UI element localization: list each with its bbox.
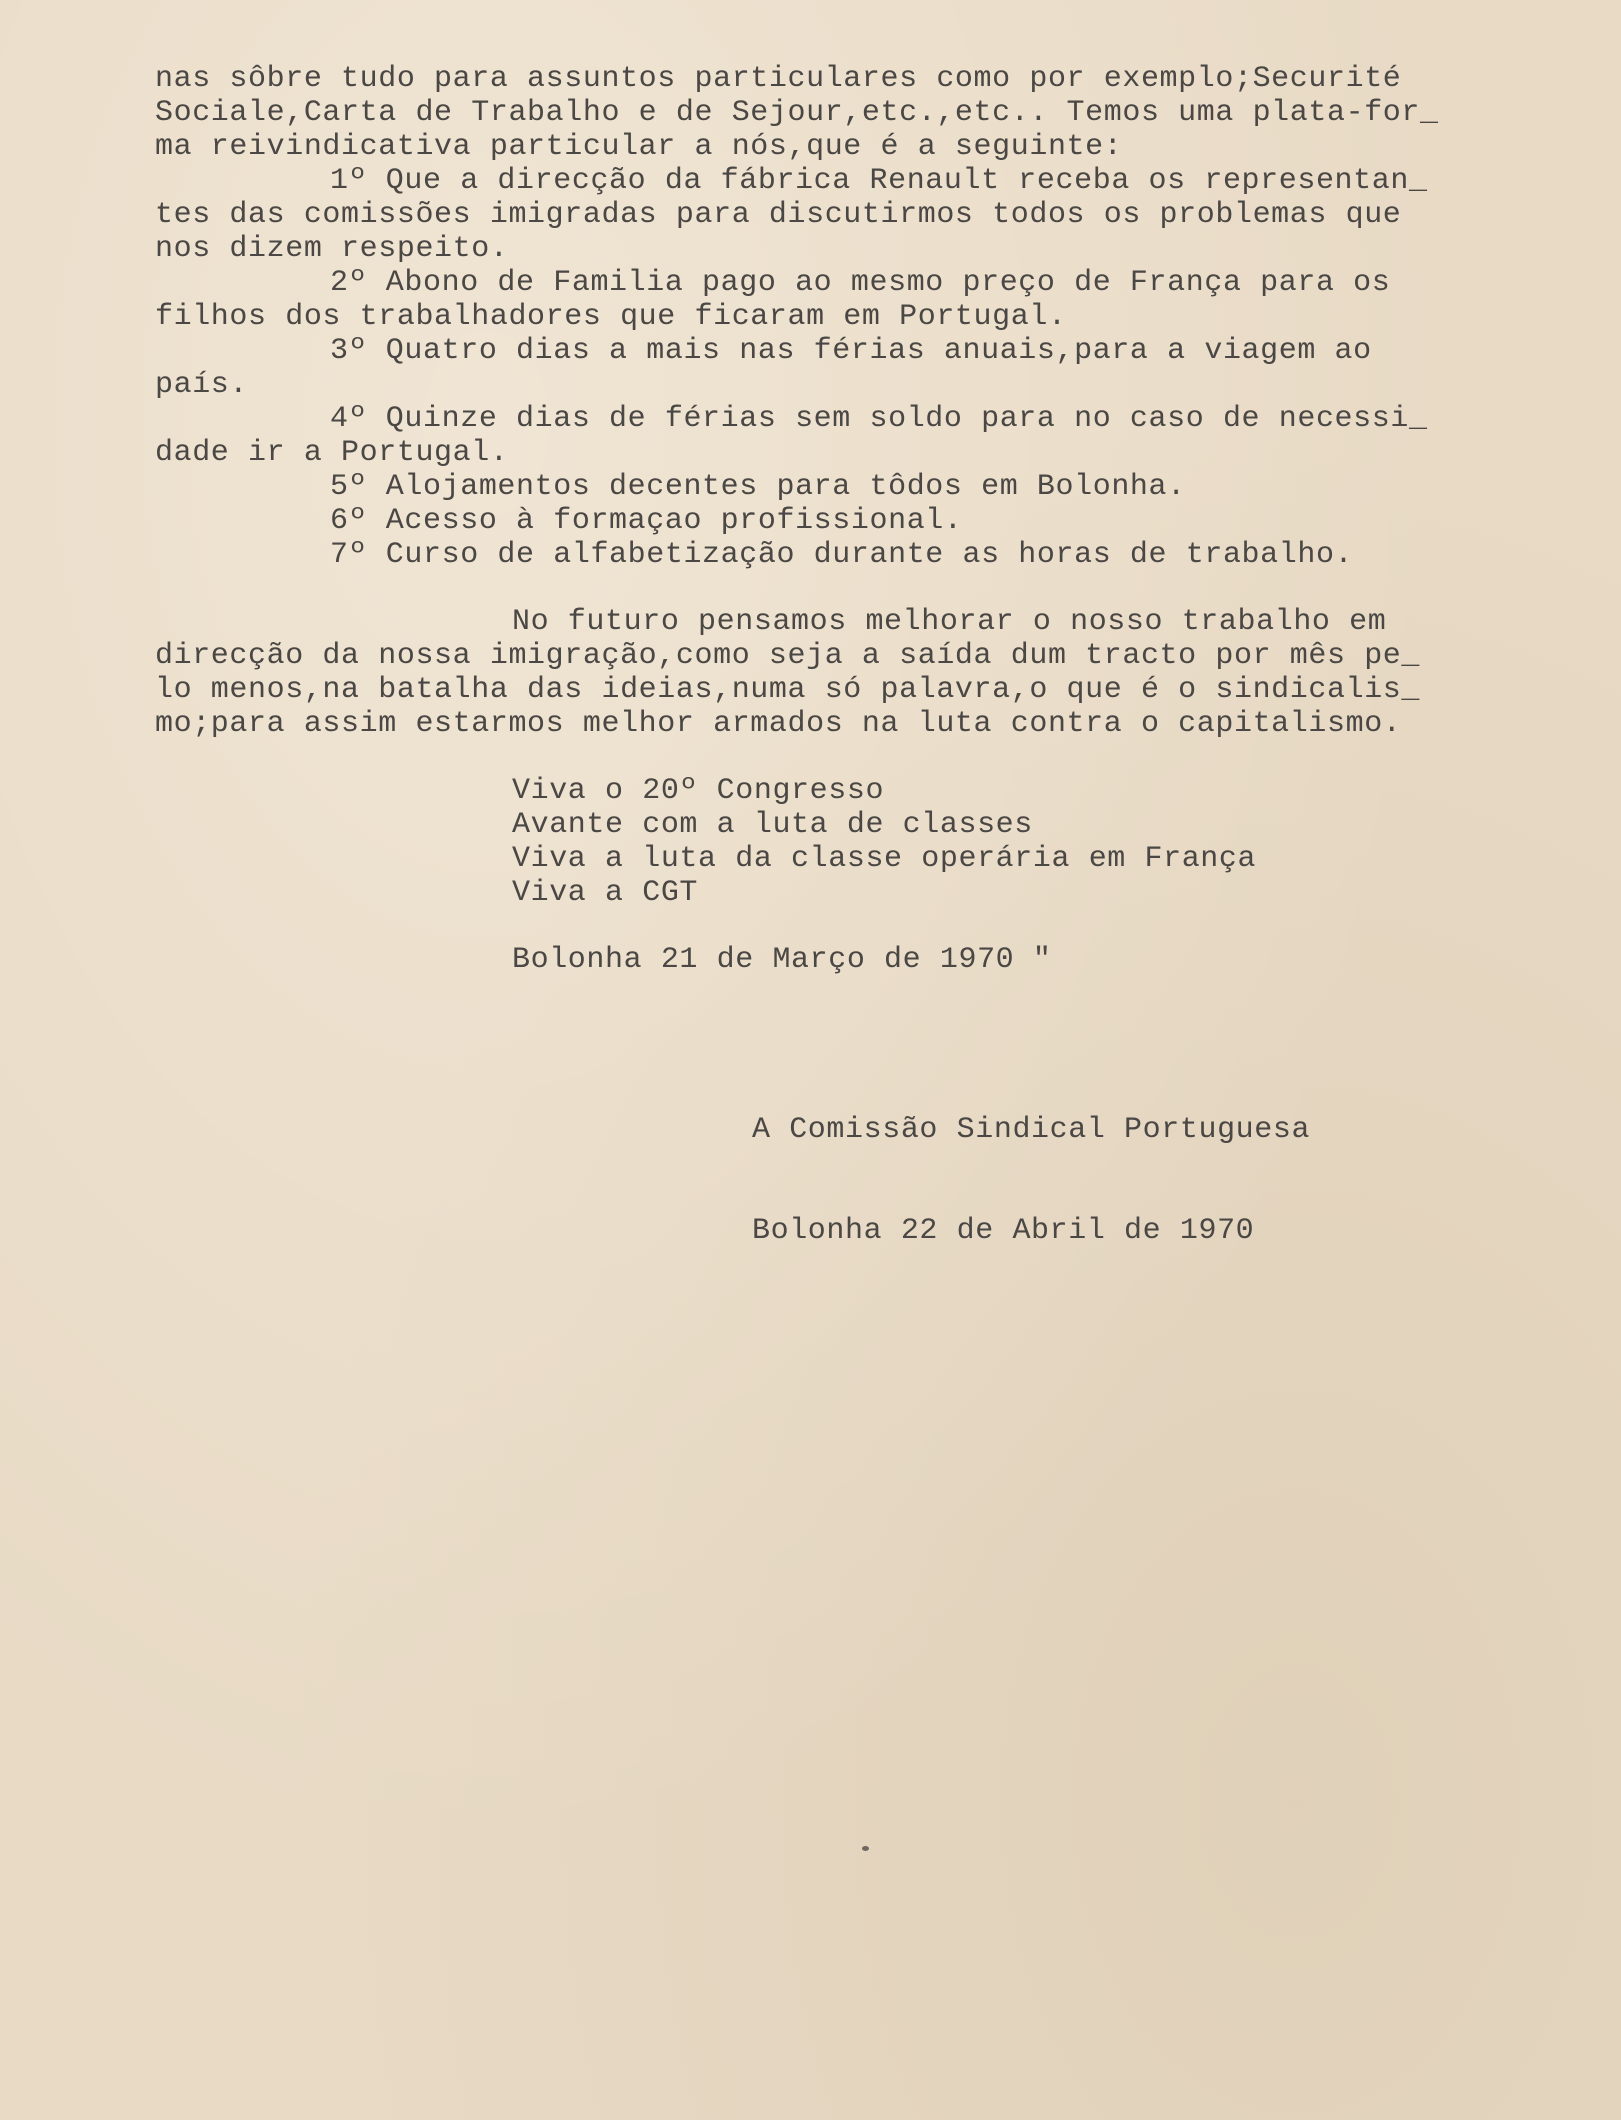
signature: A Comissão Sindical Portuguesa (752, 1113, 1311, 1147)
intro-line-3: ma reivindicativa particular a nós,que é a seguinte: (155, 130, 1123, 164)
demand-3-line-2: país. (155, 368, 249, 402)
demand-1-line-1: 1º Que a direcção da fábrica Renault receba os representan_ (330, 164, 1428, 198)
demand-3-line-1: 3º Quatro dias a mais nas férias anuais,para a viagem ao (330, 334, 1372, 368)
intro-line-1: nas sôbre tudo para assuntos particulares como por exemplo;Securité (155, 62, 1402, 96)
demand-7: 7º Curso de alfabetização durante as horas de trabalho. (330, 538, 1354, 572)
future-line-1: No futuro pensamos melhorar o nosso trabalho em (512, 605, 1387, 639)
intro-line-2: Sociale,Carta de Trabalho e de Sejour,etc.,etc.. Temos uma plata-for_ (155, 96, 1439, 130)
future-line-3: lo menos,na batalha das ideias,numa só palavra,o que é o sindicalis_ (155, 673, 1420, 707)
slogan-1: Viva o 20º Congresso (512, 774, 885, 808)
demand-1-line-2: tes das comissões imigradas para discutirmos todos os problemas que (155, 198, 1402, 232)
future-line-4: mo;para assim estarmos melhor armados na luta contra o capitalismo. (155, 707, 1402, 741)
demand-2-line-1: 2º Abono de Familia pago ao mesmo preço de França para os (330, 266, 1391, 300)
demand-1-line-3: nos dizem respeito. (155, 232, 509, 266)
demand-4-line-2: dade ir a Portugal. (155, 436, 509, 470)
slogan-4: Viva a CGT (512, 876, 699, 910)
demand-4-line-1: 4º Quinze dias de férias sem soldo para no caso de necessi_ (330, 402, 1428, 436)
paper-speck (862, 1846, 869, 1851)
slogan-2: Avante com a luta de classes (512, 808, 1033, 842)
demand-5: 5º Alojamentos decentes para tôdos em Bolonha. (330, 470, 1186, 504)
future-line-2: direcção da nossa imigração,como seja a saída dum tracto por mês pe_ (155, 639, 1420, 673)
demand-2-line-2: filhos dos trabalhadores que ficaram em Portugal. (155, 300, 1067, 334)
demand-6: 6º Acesso à formaçao profissional. (330, 504, 963, 538)
slogan-3: Viva a luta da classe operária em França (512, 842, 1257, 876)
signed-date: Bolonha 22 de Abril de 1970 (752, 1214, 1255, 1248)
quoted-date: Bolonha 21 de Março de 1970 " (512, 943, 1052, 977)
